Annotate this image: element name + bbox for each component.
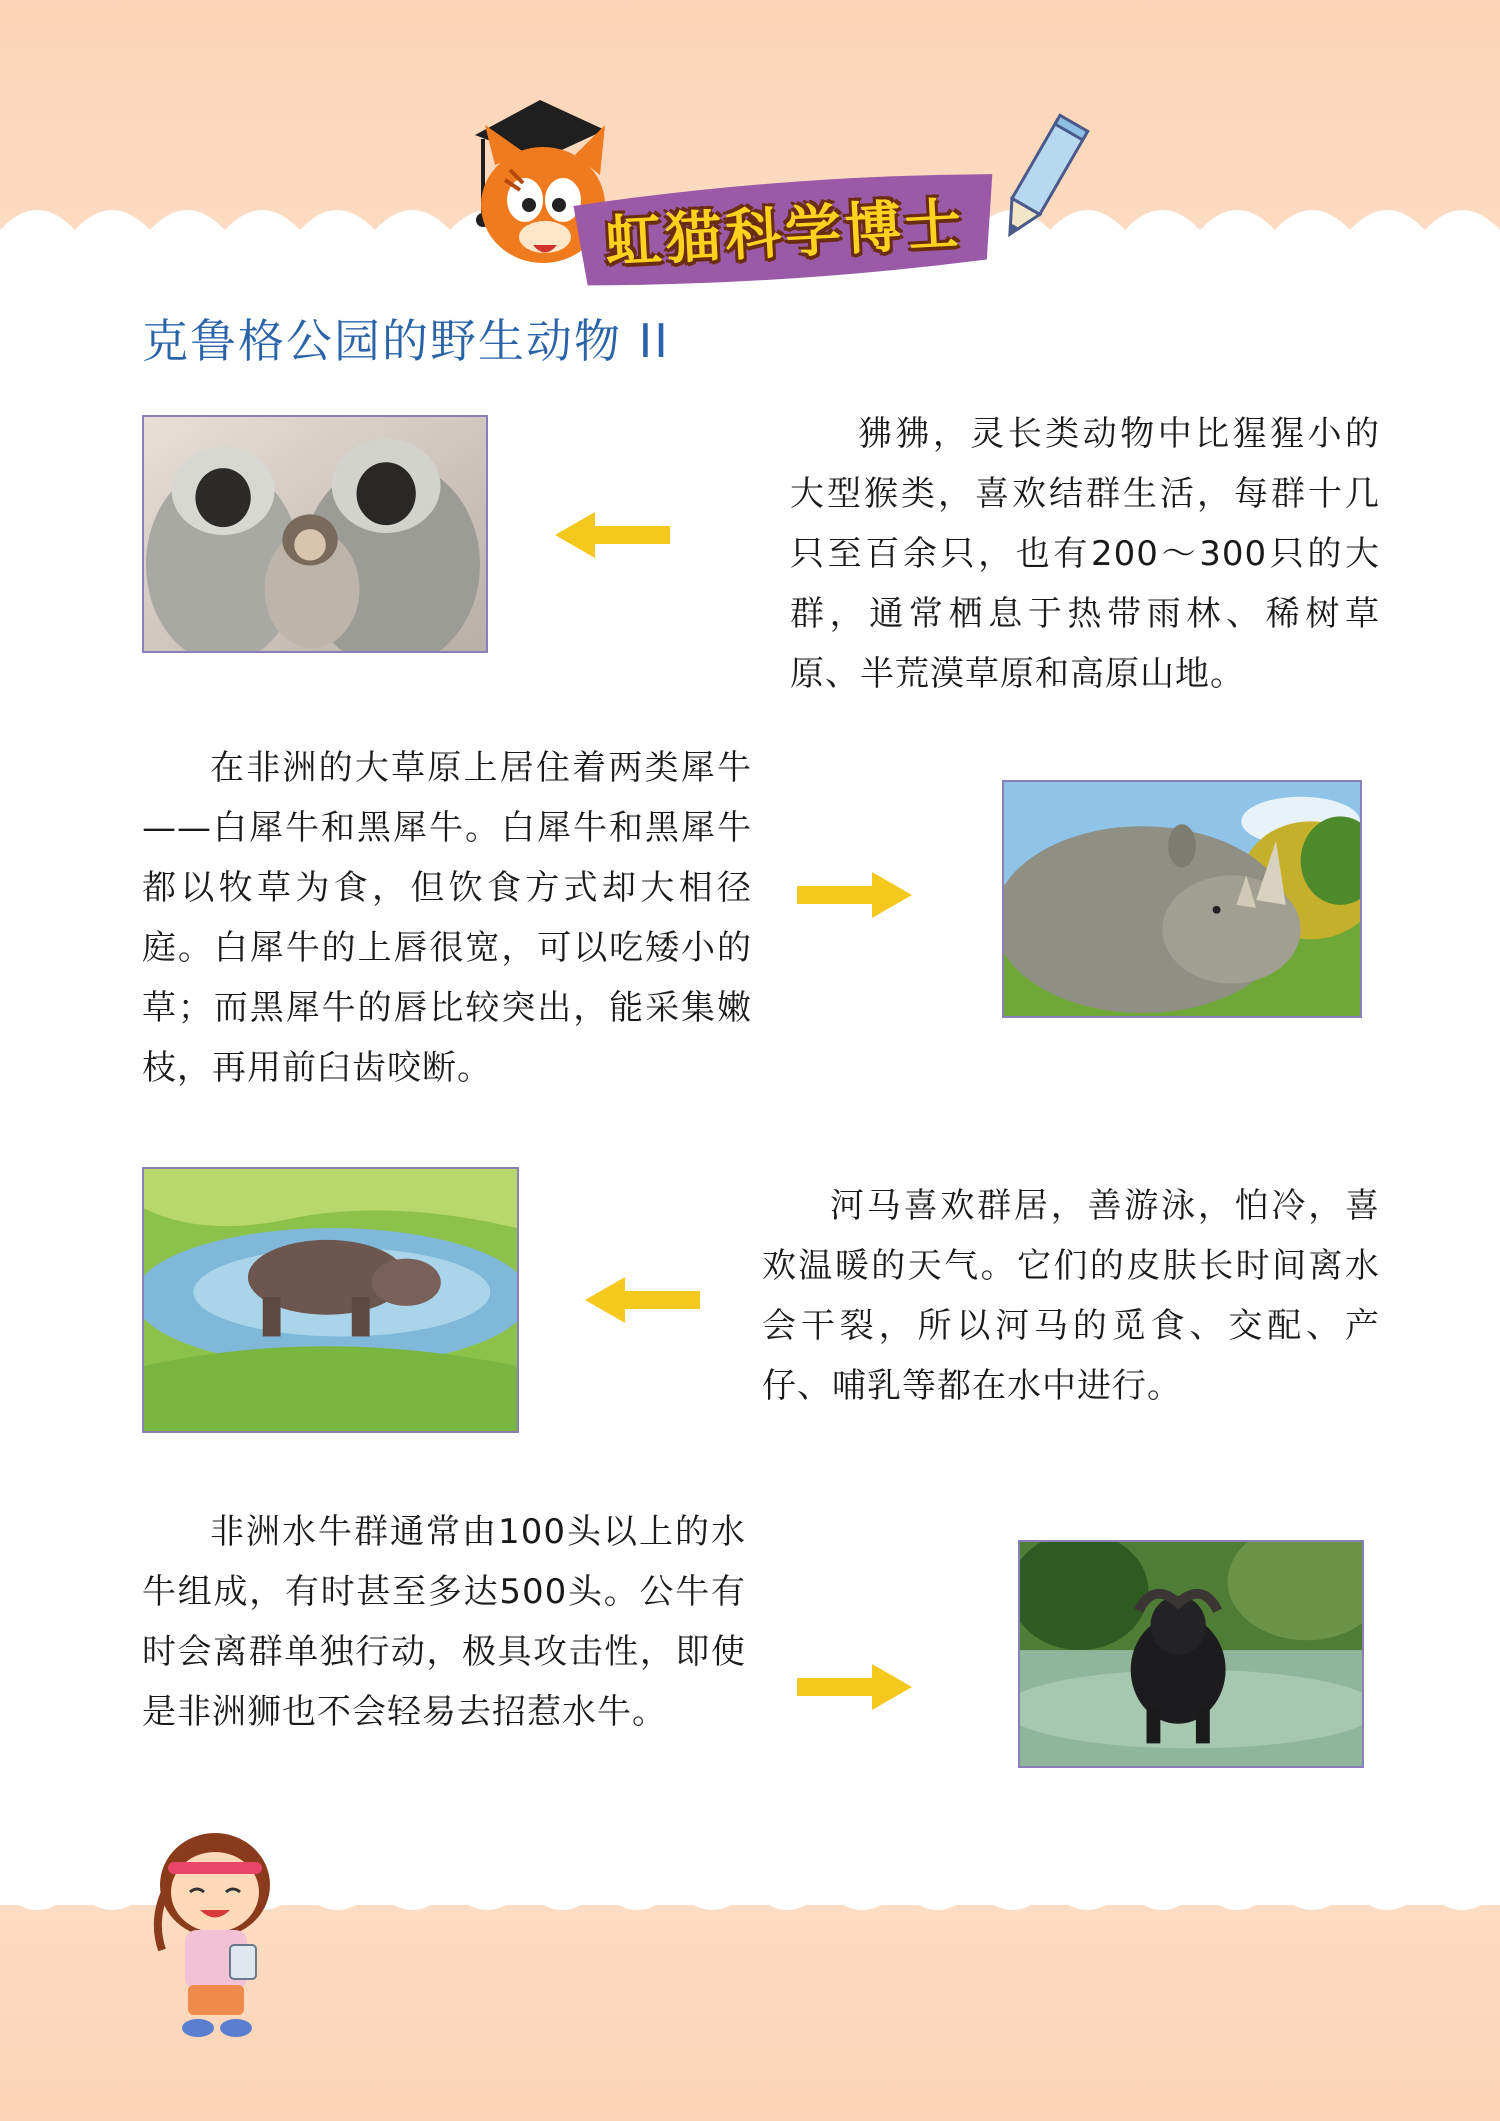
section-monkey-text: 狒狒，灵长类动物中比猩猩小的大型猴类，喜欢结群生活，每群十几只至百余只，也有200～300只的大群，通常栖息于热带雨林、稀树草原、半荒漠草原和高原山地。	[790, 414, 1380, 694]
monkey-photo	[142, 415, 488, 653]
hippo-photo	[142, 1167, 519, 1433]
arrow-left-icon	[585, 1275, 705, 1325]
pencil-icon	[990, 110, 1090, 250]
page-title: 克鲁格公园的野生动物 II	[142, 314, 670, 368]
section-rhino-text: 在非洲的大草原上居住着两类犀牛——白犀牛和黑犀牛。白犀牛和黑犀牛都以牧草为食，但饮食方式却大相径庭。白犀牛的上唇很宽，可以吃矮小的草；而黑犀牛的唇比较突出，能采集嫩枝，再用前臼齿咬断。	[142, 748, 752, 1088]
brand-banner	[572, 164, 997, 296]
header-logo	[455, 95, 1095, 295]
arrow-right-icon	[792, 1662, 912, 1712]
buffalo-photo	[1018, 1540, 1364, 1768]
girl-mascot-icon	[140, 1830, 290, 2050]
section-hippo-text: 河马喜欢群居，善游泳，怕冷，喜欢温暖的天气。它们的皮肤长时间离水会干裂，所以河马的觅食、交配、产仔、哺乳等都在水中进行。	[762, 1186, 1380, 1406]
section-buffalo-text: 非洲水牛群通常由100头以上的水牛组成，有时甚至多达500头。公牛有时会离群单独行动，极具攻击性，即使是非洲狮也不会轻易去招惹水牛。	[142, 1512, 746, 1732]
rhino-photo	[1002, 780, 1362, 1018]
brand-text: 虹猫科学博士	[603, 191, 967, 276]
arrow-right-icon	[792, 870, 912, 920]
arrow-left-icon	[555, 510, 675, 560]
